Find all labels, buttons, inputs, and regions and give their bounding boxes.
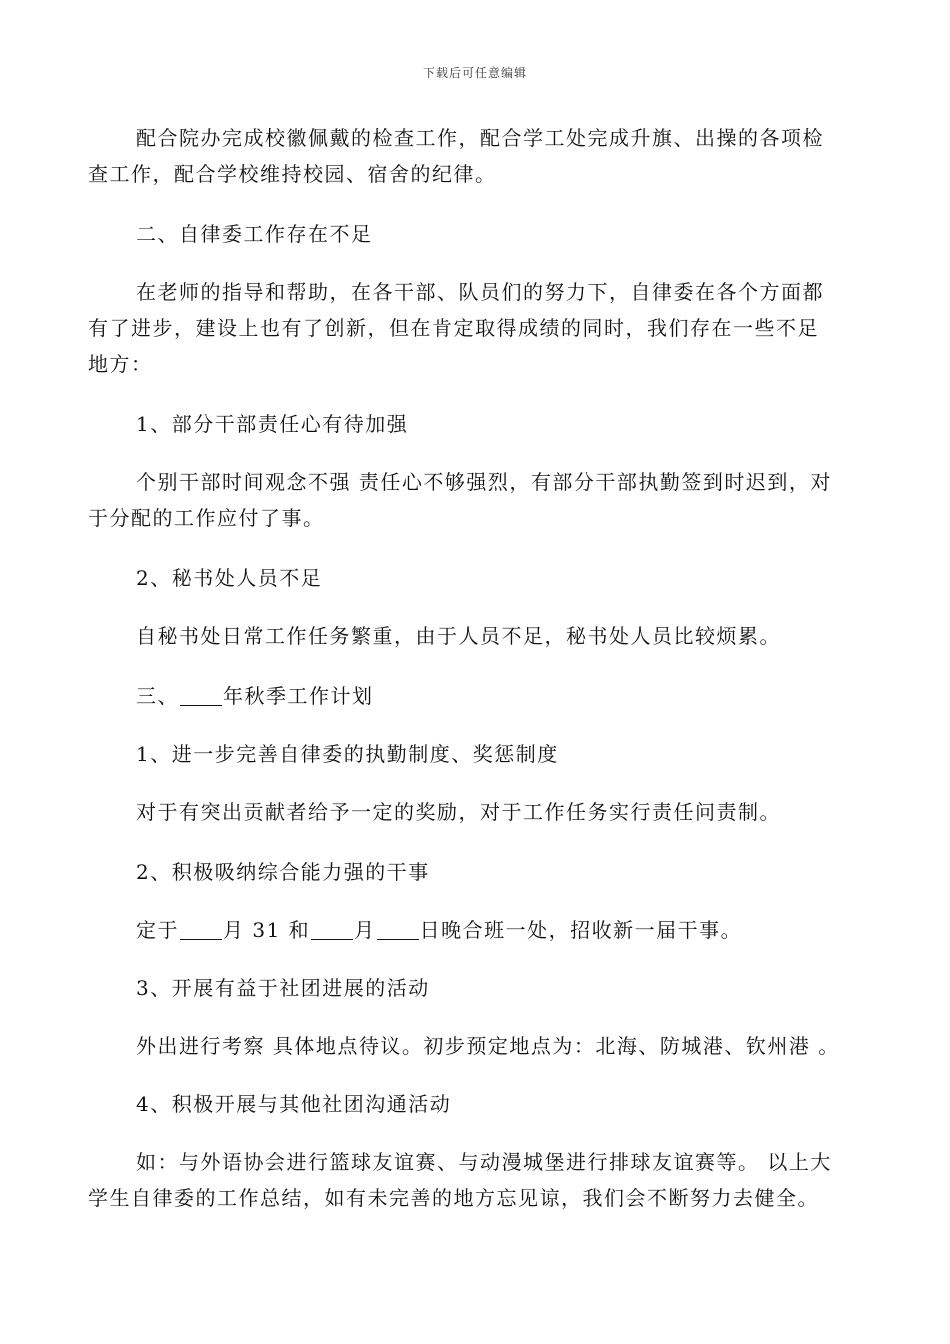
page-header: 下载后可任意编辑	[422, 66, 527, 80]
paragraph-line: 对于有突出贡献者给予一定的奖励，对于工作任务实行责任问责制。	[136, 800, 781, 824]
paragraph-line: 如：与外语协会进行篮球友谊赛、与动漫城堡进行排球友谊赛等。 以上大	[136, 1150, 832, 1174]
fill-blank	[180, 917, 222, 940]
heading-prefix: 三、	[136, 684, 179, 708]
heading-suffix: 年秋季工作计划	[223, 684, 374, 708]
section-heading: 二、自律委工作存在不足	[136, 222, 373, 246]
paragraph-line: 配合院办完成校徽佩戴的检查工作，配合学工处完成升旗、出操的各项检	[136, 126, 824, 150]
paragraph-line: 个别干部时间观念不强 责任心不够强烈，有部分干部执勤签到时迟到，对	[136, 470, 832, 494]
paragraph-line: 学生自律委的工作总结，如有未完善的地方忘见谅，我们会不断努力去健全。	[88, 1186, 819, 1210]
text-fragment: 日晚合班一处，招收新一届干事。	[419, 918, 743, 942]
fill-blank	[180, 683, 222, 706]
paragraph-line: 查工作，配合学校维持校园、宿舍的纪律。	[88, 162, 497, 186]
fill-blank	[377, 917, 419, 940]
text-fragment: 月 31 和	[223, 918, 311, 942]
section-heading	[136, 678, 868, 714]
paragraph-line	[136, 912, 868, 948]
fill-blank	[311, 917, 353, 940]
paragraph-line: 有了进步，建设上也有了创新，但在肯定取得成绩的同时，我们存在一些不足	[88, 316, 819, 340]
subsection-heading: 2、秘书处人员不足	[136, 566, 323, 590]
subsection-heading: 2、积极吸纳综合能力强的干事	[136, 860, 430, 884]
subsection-heading: 1、进一步完善自律委的执勤制度、奖惩制度	[136, 742, 559, 766]
paragraph-line: 于分配的工作应付了事。	[88, 506, 325, 530]
paragraph-line: 外出进行考察 具体地点待议。初步预定地点为：北海、防城港、钦州港 。	[136, 1034, 840, 1058]
subsection-heading: 1、部分干部责任心有待加强	[136, 412, 409, 436]
paragraph-line: 地方：	[88, 352, 153, 376]
text-fragment: 月	[354, 918, 376, 942]
subsection-heading: 4、积极开展与其他社团沟通活动	[136, 1092, 452, 1116]
paragraph-line: 自秘书处日常工作任务繁重，由于人员不足，秘书处人员比较烦累。	[136, 624, 781, 648]
subsection-heading: 3、开展有益于社团进展的活动	[136, 976, 430, 1000]
paragraph-line: 在老师的指导和帮助，在各干部、队员们的努力下，自律委在各个方面都	[136, 280, 824, 304]
text-fragment: 定于	[136, 918, 179, 942]
